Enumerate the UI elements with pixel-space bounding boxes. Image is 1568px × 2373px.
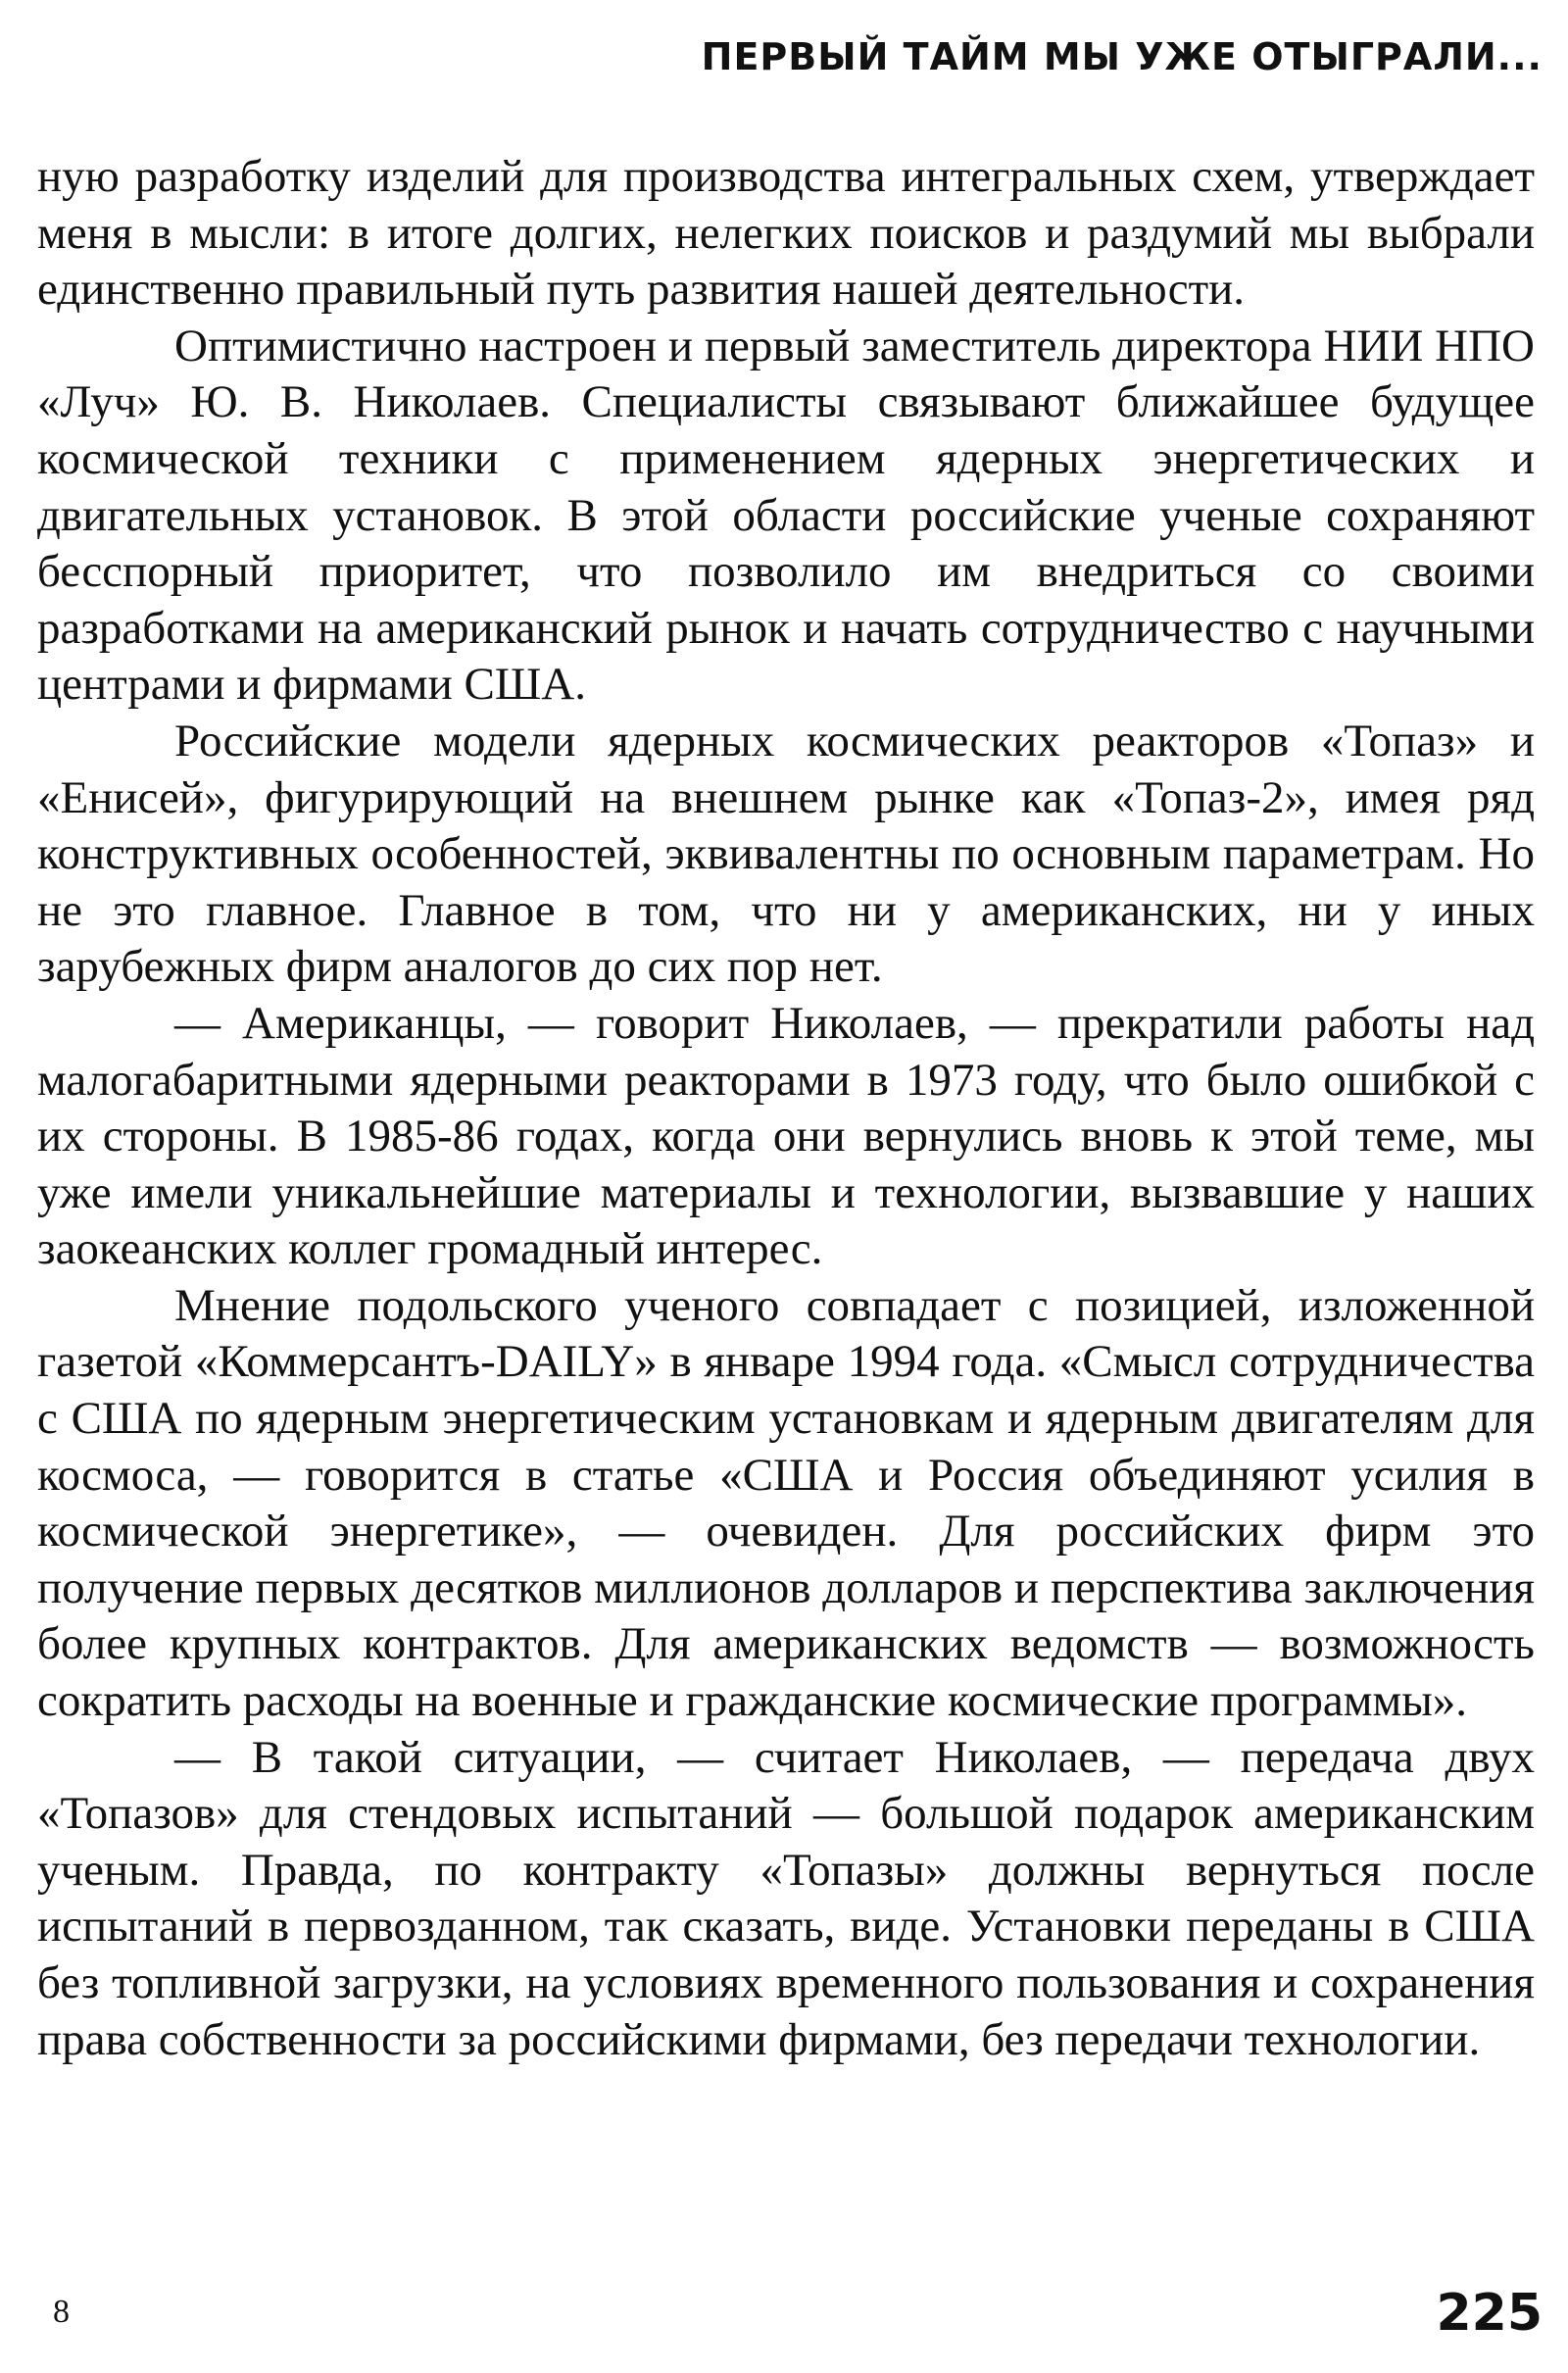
- page-number: 225: [1436, 2284, 1543, 2343]
- margin-mark: 8: [53, 2294, 70, 2330]
- paragraph-continuation: ную разработку изделий для производства интегральных схем, утверждает меня в мысли: в итоге долгих, нелегких поисков и раздумий мы выбрали единственно правильный путь развития нашей деятельности.: [37, 151, 1535, 316]
- body-text: [37, 149, 1535, 2068]
- running-head: ПЕРВЫЙ ТАЙМ МЫ УЖЕ ОТЫГРАЛИ...: [701, 35, 1543, 78]
- paragraph-quote: — В такой ситуации, — считает Николаев, — передача двух «Топазов» для стендовых испытаний — большой подарок американским ученым. Правда, по контракту «Топазы» должны вернуться после испытаний в первозданном, так сказать, виде. Установки переданы в США без топливной загрузки, на условиях временного пользования и сохранения права собственности за российскими фирмами, без передачи технологии.: [37, 1731, 1535, 2065]
- paragraph-quote: — Американцы, — говорит Николаев, — прекратили работы над малогабаритными ядерными реакторами в 1973 году, что было ошибкой с их стороны. В 1985-86 годах, когда они вернулись вновь к этой теме, мы уже имели уникальнейшие материалы и технологии, вызвавшие у наших заокеанских коллег громадный интерес.: [37, 997, 1535, 1275]
- paragraph: Российские модели ядерных космических реакторов «Топаз» и «Енисей», фигурирующий на внешнем рынке как «Топаз-2», имея ряд конструктивных особенностей, эквивалентны по основным параметрам. Но не это главное. Главное в том, что ни у американских, ни у иных зарубежных фирм аналогов до сих пор нет.: [37, 715, 1535, 993]
- paragraph: Оптимистично настроен и первый заместитель директора НИИ НПО «Луч» Ю. В. Николаев. Специалисты связывают ближайшее будущее космической техники с применением ядерных энергетических и двигательных установок. В этой области российские ученые сохраняют бесспорный приоритет, что позволило им внедриться со своими разработками на американский рынок и начать сотрудничество с научными центрами и фирмами США.: [37, 320, 1535, 711]
- paragraph: Мнение подольского ученого совпадает с позицией, изложенной газетой «Коммерсантъ-DAILY» в январе 1994 года. «Смысл сотрудничества с США по ядерным энергетическим установкам и ядерным двигателям для космоса, — говорится в статье «США и Россия объединяют усилия в космической энергетике», — очевиден. Для российских фирм это получение первых десятков миллионов долларов и перспектива заключения более крупных контрактов. Для американских ведомств — возможность сократить расходы на военные и гражданские космические программы».: [37, 1279, 1535, 1727]
